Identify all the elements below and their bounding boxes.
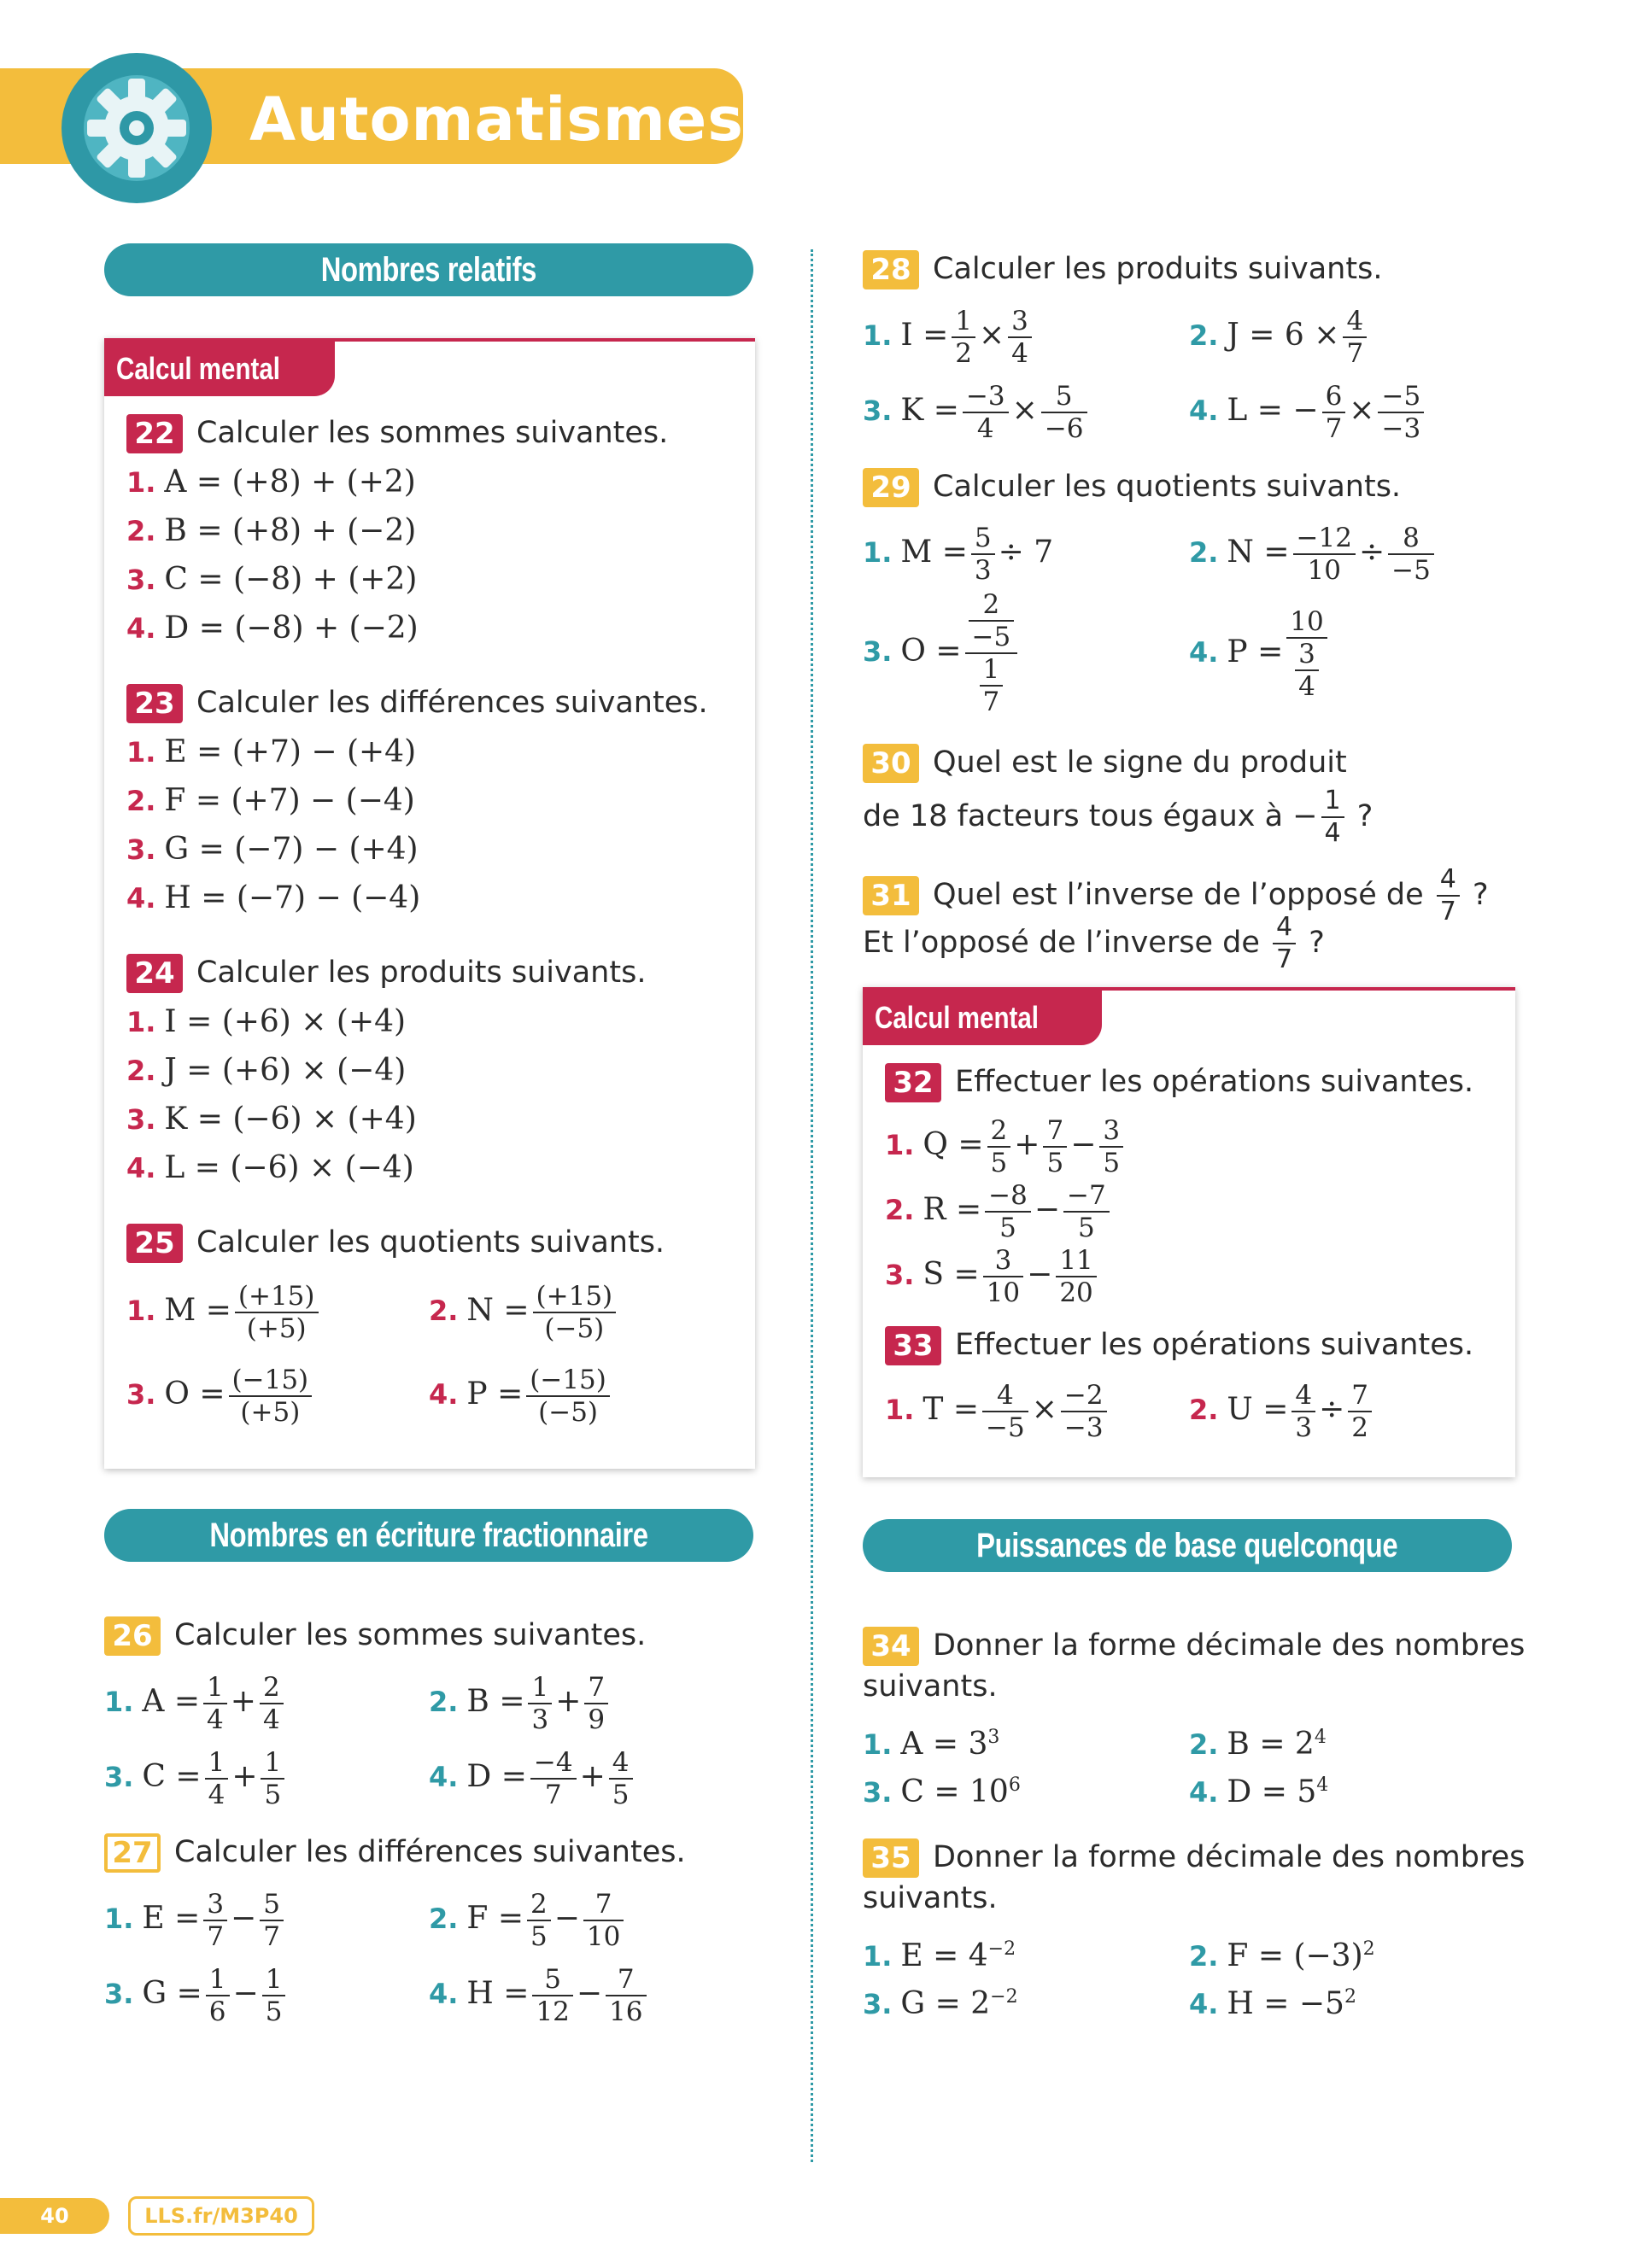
- exercise-28-header: 28 Calculer les produits suivants.: [863, 248, 1382, 290]
- page-title: Automatismes: [249, 85, 744, 155]
- exercise-23-item: 2. F = (+7) − (−4): [126, 783, 415, 818]
- calcul-mental-tag: Calcul mental: [104, 342, 335, 396]
- exercise-22-item: 2. B = (+8) + (−2): [126, 513, 417, 548]
- exercise-34-header: 34 Donner la forme décimale des nombres: [863, 1624, 1525, 1667]
- exercise-23-item: 4. H = (−7) − (−4): [126, 880, 421, 915]
- exercise-34-item: 3. $C = 10^6$: [863, 1774, 1021, 1809]
- page-number: 40: [0, 2198, 109, 2234]
- exercise-26-item: 4. D = $\frac{-4}{7}$ + $\frac{4}{5}$: [429, 1747, 636, 1810]
- exercise-31-header: 31 Quel est l’inverse de l’opposé de $\frac{4}{7}$ ?: [863, 864, 1489, 927]
- exercise-34-item: 2. $B = 2^4$: [1189, 1727, 1327, 1762]
- section-nombres-relatifs: Nombres relatifs: [104, 243, 753, 296]
- section-puissances: Puissances de base quelconque: [863, 1519, 1512, 1572]
- exercise-24-item: 2. J = (+6) × (−4): [126, 1053, 407, 1088]
- exercise-24-item: 4. L = (−6) × (−4): [126, 1150, 414, 1185]
- exercise-25-item: 3. O = $\frac{(-15)}{(+5)}$: [126, 1365, 315, 1428]
- exercise-29-header: 29 Calculer les quotients suivants.: [863, 465, 1401, 508]
- exercise-27-item: 2. F = $\frac{2}{5}$ − $\frac{7}{10}$: [429, 1889, 627, 1952]
- column-divider: [811, 249, 813, 2162]
- exercise-35-item: 3. $G = 2^{-2}$: [863, 1986, 1018, 2021]
- exercise-33-header: 33 Effectuer les opérations suivantes.: [885, 1324, 1473, 1366]
- exercise-27-item: 3. G = $\frac{1}{6}$ − $\frac{1}{5}$: [104, 1964, 289, 2027]
- page-link[interactable]: LLS.fr/M3P40: [128, 2196, 314, 2236]
- exercise-30-line2: de 18 facteurs tous égaux à − $\frac{1}{4}$ ?: [863, 786, 1374, 848]
- exercise-29-item: 4. P = $\frac{10}{\frac{3}{4}}$: [1189, 606, 1331, 702]
- exercise-23-header: 23 Calculer les différences suivantes.: [126, 681, 708, 724]
- exercise-35-item: 2. $F = (-3)^2$: [1189, 1938, 1375, 1973]
- exercise-27-header: 27 Calculer les différences suivantes.: [104, 1831, 686, 1873]
- exercise-34-item: 1. $A = 3^3$: [863, 1727, 1000, 1762]
- exercise-33-item: 1. T = $\frac{4}{-5}$ × $\frac{-2}{-3}$: [885, 1380, 1110, 1443]
- exercise-34-item: 4. $D = 5^4$: [1189, 1774, 1329, 1809]
- exercise-28-item: 2. J = 6 × $\frac{4}{7}$: [1189, 306, 1370, 369]
- exercise-31-line2: Et l’opposé de l’inverse de $\frac{4}{7}$ ?: [863, 912, 1325, 974]
- exercise-23-item: 1. E = (+7) − (+4): [126, 734, 417, 769]
- exercise-25-header: 25 Calculer les quotients suivants.: [126, 1221, 665, 1264]
- exercise-34-line2: suivants.: [863, 1669, 998, 1704]
- exercise-29-item: 1. M = $\frac{5}{3}$ ÷ 7: [863, 523, 1054, 586]
- section-nombres-fractionnaire: Nombres en écriture fractionnaire: [104, 1509, 753, 1562]
- gear-icon: [68, 60, 205, 196]
- exercise-22-item: 4. D = (−8) + (−2): [126, 611, 419, 646]
- exercise-24-header: 24 Calculer les produits suivants.: [126, 951, 646, 994]
- exercise-27-item: 1. E = $\frac{3}{7}$ − $\frac{5}{7}$: [104, 1889, 287, 1952]
- exercise-35-item: 4. $H = -5^2$: [1189, 1986, 1356, 2021]
- exercise-30-header: 30 Quel est le signe du produit: [863, 741, 1347, 784]
- exercise-24-item: 1. I = (+6) × (+4): [126, 1004, 407, 1039]
- exercise-24-item: 3. K = (−6) × (+4): [126, 1102, 417, 1137]
- exercise-22-header: 22 Calculer les sommes suivantes.: [126, 412, 668, 454]
- exercise-23-item: 3. G = (−7) − (+4): [126, 832, 419, 867]
- calcul-mental-tag: Calcul mental: [863, 991, 1102, 1045]
- exercise-35-line2: suivants.: [863, 1881, 998, 1915]
- exercise-32-item: 2. R = $\frac{-8}{5}$ − $\frac{-7}{5}$: [885, 1180, 1113, 1243]
- exercise-35-header: 35 Donner la forme décimale des nombres: [863, 1836, 1525, 1879]
- exercise-22-item: 1. A = (+8) + (+2): [126, 465, 416, 500]
- exercise-32-item: 1. Q = $\frac{2}{5}$ + $\frac{7}{5}$ − $\frac{3}{5}$: [885, 1115, 1127, 1178]
- exercise-22-item: 3. C = (−8) + (+2): [126, 562, 418, 597]
- exercise-32-header: 32 Effectuer les opérations suivantes.: [885, 1061, 1473, 1103]
- exercise-26-item: 1. A = $\frac{1}{4}$ + $\frac{2}{4}$: [104, 1672, 287, 1735]
- exercise-26-header: 26 Calculer les sommes suivantes.: [104, 1614, 646, 1657]
- exercise-25-item: 1. M = $\frac{(+15)}{(+5)}$: [126, 1281, 322, 1344]
- exercise-26-item: 3. C = $\frac{1}{4}$ + $\frac{1}{5}$: [104, 1747, 288, 1810]
- exercise-27-item: 4. H = $\frac{5}{12}$ − $\frac{7}{16}$: [429, 1964, 650, 2027]
- exercise-29-item: 2. N = $\frac{-12}{10}$ ÷ $\frac{8}{-5}$: [1189, 523, 1438, 586]
- exercise-25-item: 2. N = $\frac{(+15)}{(-5)}$: [429, 1281, 619, 1344]
- exercise-25-item: 4. P = $\frac{(-15)}{(-5)}$: [429, 1365, 613, 1428]
- exercise-32-item: 3. S = $\frac{3}{10}$ − $\frac{11}{20}$: [885, 1245, 1100, 1308]
- exercise-33-item: 2. U = $\frac{4}{3}$ ÷ $\frac{7}{2}$: [1189, 1380, 1375, 1443]
- exercise-29-item: 3. O = $\frac{\frac{2}{-5}}{\frac{1}{7}}$: [863, 589, 1021, 717]
- exercise-28-item: 4. L = − $\frac{6}{7}$ × $\frac{-5}{-3}$: [1189, 381, 1427, 444]
- exercise-35-item: 1. $E = 4^{-2}$: [863, 1938, 1016, 1973]
- exercise-26-item: 2. B = $\frac{1}{3}$ + $\frac{7}{9}$: [429, 1672, 612, 1735]
- exercise-28-item: 3. K = $\frac{-3}{4}$ × $\frac{5}{-6}$: [863, 381, 1091, 444]
- exercise-28-item: 1. I = $\frac{1}{2}$ × $\frac{3}{4}$: [863, 306, 1035, 369]
